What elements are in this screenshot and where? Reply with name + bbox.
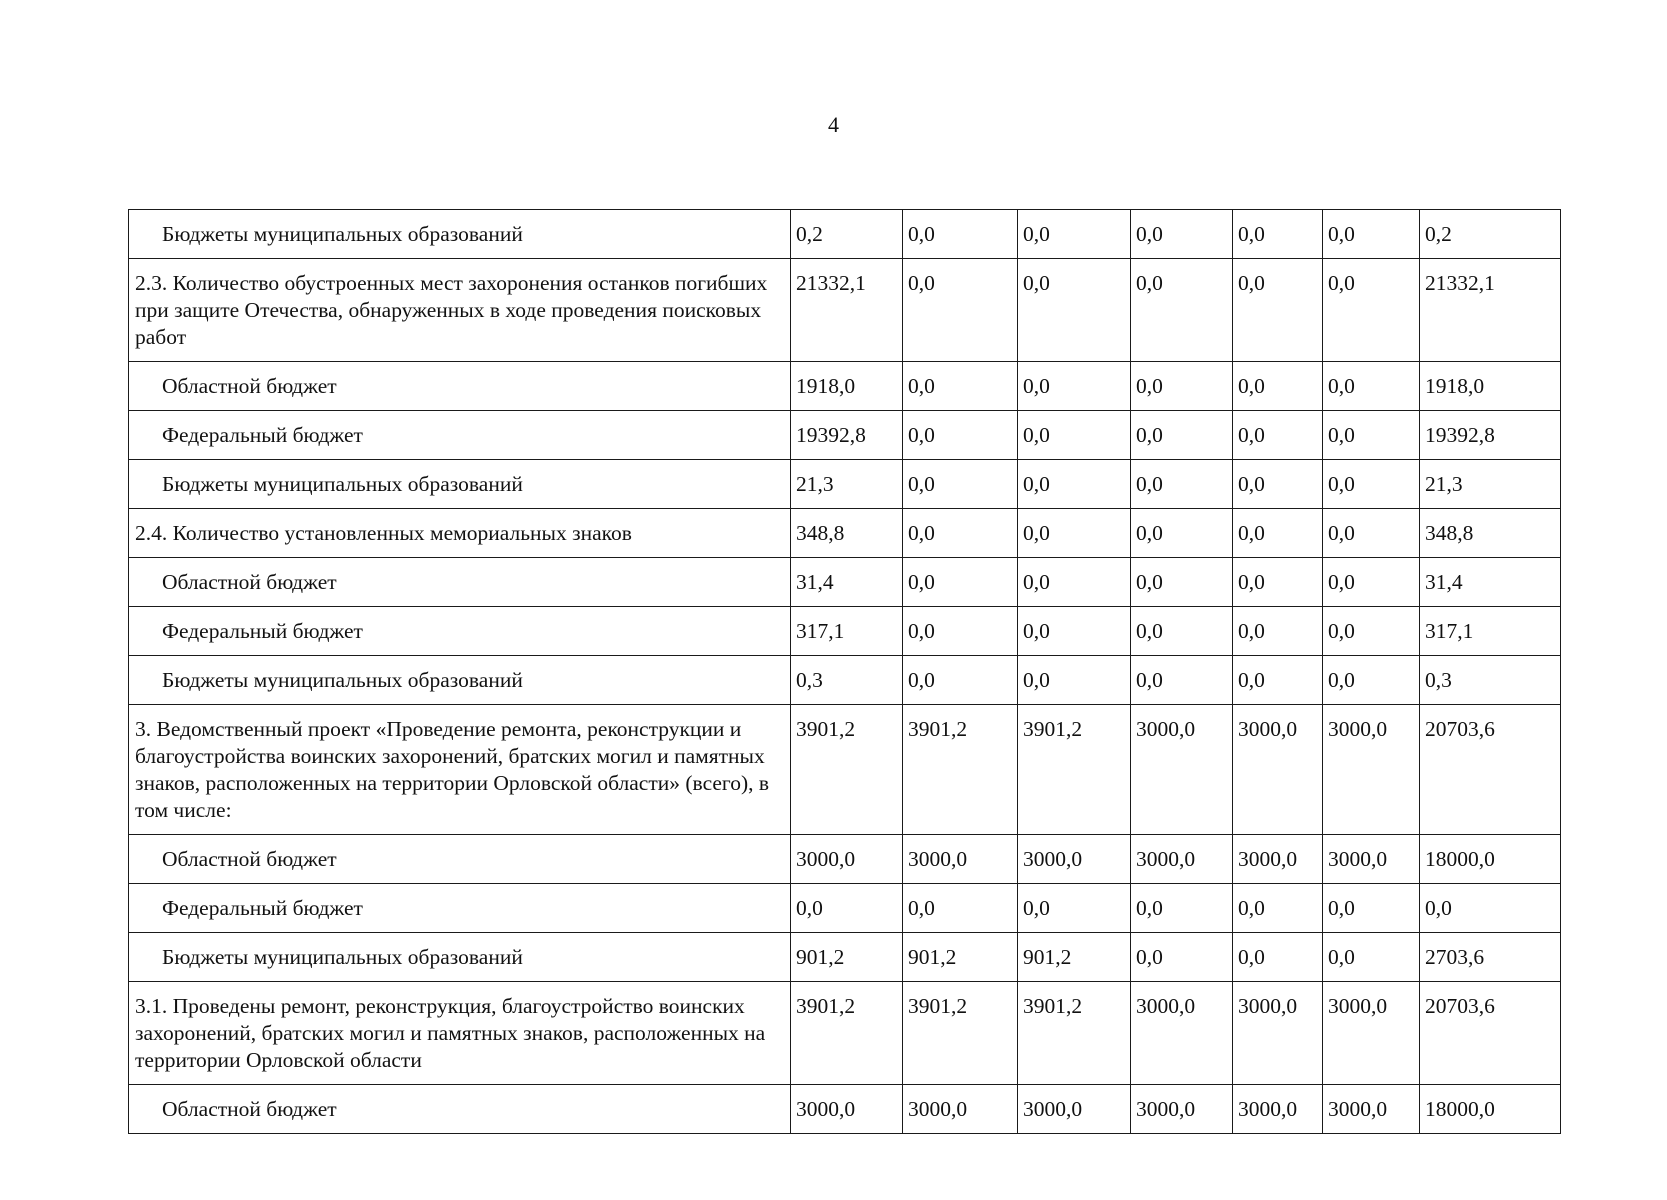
page-number: 4 xyxy=(828,112,839,137)
table-row xyxy=(129,835,1561,884)
row-total-cell: 0,0 xyxy=(1420,884,1561,933)
row-label: 3.1. Проведены ремонт, реконструкция, благоустройство воинских захоронений, братских могил и памятных знаков, расположенных на территории Орловской области xyxy=(129,982,791,1085)
value-cell: 0,2 xyxy=(791,210,903,259)
table-row xyxy=(129,509,1561,558)
value-cell: 0,0 xyxy=(903,411,1018,460)
value-cell: 0,0 xyxy=(1131,362,1233,411)
value-cell: 3901,2 xyxy=(903,982,1018,1085)
table-row xyxy=(129,982,1561,1085)
value-cell: 0,0 xyxy=(1323,509,1420,558)
value-cell: 0,0 xyxy=(1233,460,1323,509)
table-row xyxy=(129,259,1561,362)
row-label: Областной бюджет xyxy=(129,1085,791,1134)
value-cell: 3000,0 xyxy=(1233,1085,1323,1134)
value-cell: 901,2 xyxy=(1018,933,1131,982)
row-label: Областной бюджет xyxy=(129,835,791,884)
row-label: Областной бюджет xyxy=(129,362,791,411)
value-cell: 3000,0 xyxy=(1131,705,1233,835)
row-total-cell: 21332,1 xyxy=(1420,259,1561,362)
row-total-cell: 2703,6 xyxy=(1420,933,1561,982)
budget-table-body xyxy=(129,210,1561,1134)
row-label: Федеральный бюджет xyxy=(129,411,791,460)
value-cell: 0,0 xyxy=(1131,656,1233,705)
value-cell: 0,0 xyxy=(1323,362,1420,411)
value-cell: 1918,0 xyxy=(791,362,903,411)
value-cell: 0,0 xyxy=(1323,259,1420,362)
row-label: Областной бюджет xyxy=(129,558,791,607)
value-cell: 3000,0 xyxy=(791,1085,903,1134)
value-cell: 0,0 xyxy=(903,460,1018,509)
row-total-cell: 1918,0 xyxy=(1420,362,1561,411)
value-cell: 0,0 xyxy=(903,607,1018,656)
value-cell: 0,0 xyxy=(1233,884,1323,933)
value-cell: 3000,0 xyxy=(1233,705,1323,835)
value-cell: 0,0 xyxy=(903,509,1018,558)
row-total-cell: 31,4 xyxy=(1420,558,1561,607)
value-cell: 0,0 xyxy=(1233,411,1323,460)
value-cell: 0,3 xyxy=(791,656,903,705)
table-row xyxy=(129,884,1561,933)
table-row xyxy=(129,558,1561,607)
value-cell: 0,0 xyxy=(1131,607,1233,656)
value-cell: 3000,0 xyxy=(1131,835,1233,884)
value-cell: 0,0 xyxy=(903,656,1018,705)
value-cell: 0,0 xyxy=(1233,210,1323,259)
value-cell: 0,0 xyxy=(1131,558,1233,607)
table-row xyxy=(129,362,1561,411)
row-total-cell: 0,2 xyxy=(1420,210,1561,259)
value-cell: 0,0 xyxy=(1233,656,1323,705)
value-cell: 0,0 xyxy=(1323,210,1420,259)
value-cell: 3901,2 xyxy=(791,982,903,1085)
value-cell: 901,2 xyxy=(903,933,1018,982)
value-cell: 21,3 xyxy=(791,460,903,509)
value-cell: 0,0 xyxy=(1323,411,1420,460)
table-row xyxy=(129,460,1561,509)
value-cell: 0,0 xyxy=(1233,362,1323,411)
value-cell: 0,0 xyxy=(1323,460,1420,509)
value-cell: 3000,0 xyxy=(1131,1085,1233,1134)
value-cell: 3000,0 xyxy=(1323,705,1420,835)
value-cell: 3901,2 xyxy=(791,705,903,835)
row-total-cell: 21,3 xyxy=(1420,460,1561,509)
value-cell: 0,0 xyxy=(1131,210,1233,259)
value-cell: 3901,2 xyxy=(1018,982,1131,1085)
value-cell: 0,0 xyxy=(1233,558,1323,607)
value-cell: 0,0 xyxy=(1323,884,1420,933)
row-label: Бюджеты муниципальных образований xyxy=(129,933,791,982)
value-cell: 0,0 xyxy=(1323,558,1420,607)
value-cell: 0,0 xyxy=(1233,259,1323,362)
row-total-cell: 0,3 xyxy=(1420,656,1561,705)
value-cell: 3000,0 xyxy=(903,1085,1018,1134)
value-cell: 0,0 xyxy=(1018,460,1131,509)
value-cell: 0,0 xyxy=(1131,509,1233,558)
value-cell: 3000,0 xyxy=(1018,835,1131,884)
value-cell: 3901,2 xyxy=(903,705,1018,835)
row-label: Бюджеты муниципальных образований xyxy=(129,656,791,705)
value-cell: 0,0 xyxy=(1018,607,1131,656)
value-cell: 0,0 xyxy=(903,558,1018,607)
value-cell: 0,0 xyxy=(1018,210,1131,259)
table-row xyxy=(129,210,1561,259)
value-cell: 0,0 xyxy=(1323,933,1420,982)
value-cell: 0,0 xyxy=(1131,259,1233,362)
value-cell: 21332,1 xyxy=(791,259,903,362)
row-total-cell: 20703,6 xyxy=(1420,982,1561,1085)
row-total-cell: 18000,0 xyxy=(1420,835,1561,884)
value-cell: 0,0 xyxy=(1018,509,1131,558)
value-cell: 317,1 xyxy=(791,607,903,656)
value-cell: 0,0 xyxy=(1018,411,1131,460)
value-cell: 0,0 xyxy=(1323,656,1420,705)
value-cell: 0,0 xyxy=(903,259,1018,362)
value-cell: 3000,0 xyxy=(903,835,1018,884)
value-cell: 3000,0 xyxy=(1233,982,1323,1085)
value-cell: 0,0 xyxy=(903,210,1018,259)
budget-table xyxy=(128,209,1561,1134)
value-cell: 0,0 xyxy=(1018,362,1131,411)
value-cell: 901,2 xyxy=(791,933,903,982)
row-label: Бюджеты муниципальных образований xyxy=(129,460,791,509)
value-cell: 3000,0 xyxy=(1131,982,1233,1085)
row-total-cell: 348,8 xyxy=(1420,509,1561,558)
value-cell: 3000,0 xyxy=(1018,1085,1131,1134)
row-label: 2.4. Количество установленных мемориальных знаков xyxy=(129,509,791,558)
row-label: Федеральный бюджет xyxy=(129,884,791,933)
value-cell: 0,0 xyxy=(1131,884,1233,933)
row-total-cell: 317,1 xyxy=(1420,607,1561,656)
row-total-cell: 18000,0 xyxy=(1420,1085,1561,1134)
table-row xyxy=(129,933,1561,982)
table-row xyxy=(129,607,1561,656)
table-row xyxy=(129,705,1561,835)
row-label: Федеральный бюджет xyxy=(129,607,791,656)
value-cell: 3000,0 xyxy=(1323,1085,1420,1134)
table-row xyxy=(129,1085,1561,1134)
value-cell: 0,0 xyxy=(1018,884,1131,933)
value-cell: 0,0 xyxy=(1018,558,1131,607)
value-cell: 0,0 xyxy=(1131,933,1233,982)
value-cell: 3901,2 xyxy=(1018,705,1131,835)
row-total-cell: 19392,8 xyxy=(1420,411,1561,460)
value-cell: 0,0 xyxy=(903,884,1018,933)
value-cell: 0,0 xyxy=(1233,607,1323,656)
value-cell: 0,0 xyxy=(903,362,1018,411)
value-cell: 0,0 xyxy=(1323,607,1420,656)
value-cell: 0,0 xyxy=(1233,509,1323,558)
value-cell: 3000,0 xyxy=(1323,982,1420,1085)
value-cell: 348,8 xyxy=(791,509,903,558)
row-total-cell: 20703,6 xyxy=(1420,705,1561,835)
value-cell: 3000,0 xyxy=(1323,835,1420,884)
value-cell: 3000,0 xyxy=(1233,835,1323,884)
value-cell: 0,0 xyxy=(1131,460,1233,509)
value-cell: 0,0 xyxy=(1233,933,1323,982)
value-cell: 3000,0 xyxy=(791,835,903,884)
table-row xyxy=(129,411,1561,460)
value-cell: 0,0 xyxy=(1131,411,1233,460)
value-cell: 0,0 xyxy=(1018,259,1131,362)
row-label: 2.3. Количество обустроенных мест захоронения останков погибших при защите Отечества, обнаруженных в ходе проведения поисковых работ xyxy=(129,259,791,362)
value-cell: 31,4 xyxy=(791,558,903,607)
value-cell: 19392,8 xyxy=(791,411,903,460)
table-row xyxy=(129,656,1561,705)
value-cell: 0,0 xyxy=(1018,656,1131,705)
value-cell: 0,0 xyxy=(791,884,903,933)
row-label: Бюджеты муниципальных образований xyxy=(129,210,791,259)
row-label: 3. Ведомственный проект «Проведение ремонта, реконструкции и благоустройства воинских захоронений, братских могил и памятных знаков, расположенных на территории Орловской области» (всего), в том числе: xyxy=(129,705,791,835)
